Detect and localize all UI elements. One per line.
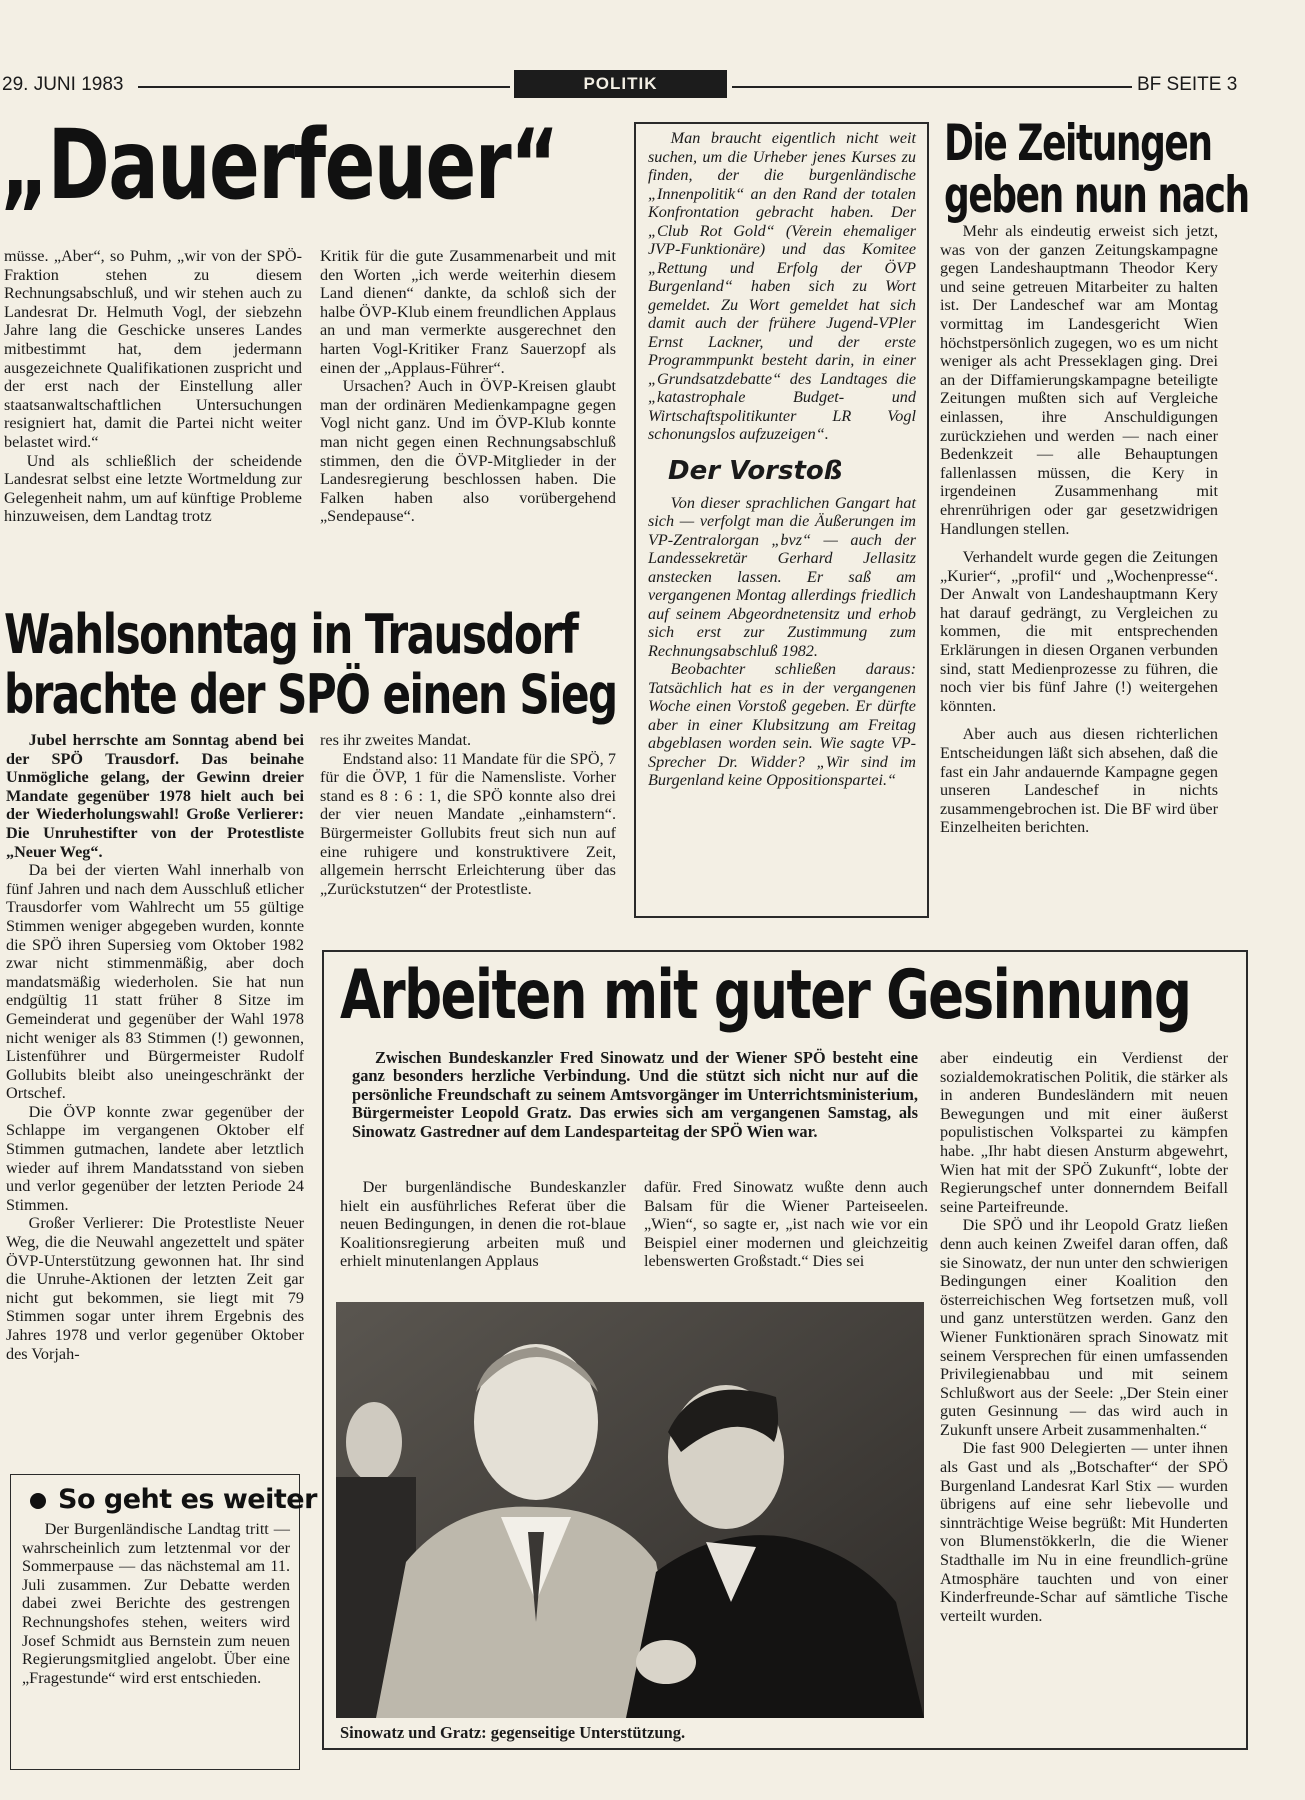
wahlsonntag-lead: Jubel herrschte am Sonntag abend bei der SPÖ Trausdorf. Das beinahe Unmögliche gelang, der Gewinn dreier Mandate gegenüber 1978 hielt auch bei der Wiederholungswahl! Große Verlierer: Die Unruhestifter von der Protestliste „Neuer Weg“. [6,731,304,861]
photo-illustration [336,1302,924,1718]
gesinnung-col3-para2: Die SPÖ und ihr Leopold Gratz ließen denn auch keinen Zweifel daran offen, daß sie Sinowatz, der nun unter den schwierigen Bedingungen einer Koalition den österreichischen Weg fortsetzen muß, voll und ganz unterstützen werden. Ganz den Wiener Funktionären sprach Sinowatz mit seinem Versprechen für einen umfassenden Privilegienabbau und mit seinem Schlußwort aus der Seele: „Der Stein einer guten Gesinnung — das wird auch in Zukunft unsere Arbeit zusammenhalten.“ [940,1216,1228,1439]
gesinnung-lead-para: Zwischen Bundeskanzler Fred Sinowatz und der Wiener SPÖ besteht eine ganz besonders herzliche Verbindung. Und die stützt sich nicht nur auf die persönliche Freundschaft zu seinem Amtsvorgänger im Unterrichtsministerium, Bürgermeister Leopold Gratz. Das erwies sich am vergangenen Samstag, als Sinowatz Gastredner auf dem Landesparteitag der SPÖ Wien war. [352,1048,918,1141]
wahlsonntag-col2-para2: Endstand also: 11 Mandate für die SPÖ, 7 für die ÖVP, 1 für die Namensliste. Vorher stand es 8 : 6 : 1, die SPÖ konnte also drei der vier neuen Mandate „einhamstern“. Bürgermeister Gollubits freut sich nun auf eine ruhigere und konstruktivere Zeit, allgemein herrscht Erleichterung über das „Zurückstutzen“ der Protestliste. [320,749,616,898]
photo-sinowatz-gratz [336,1302,924,1718]
wahlsonntag-col2 [320,731,616,898]
wahlsonntag-col1-para2: Die ÖVP konnte zwar gegenüber der Schlappe im vergangenen Oktober elf Stimmen gutmachen, landete aber letztlich wieder auf ihrem Mandatsstand von sieben und verlor gegenüber der letzten Periode 24 Stimmen. [6,1102,304,1214]
gesinnung-col3-para3: Die fast 900 Delegierten — unter ihnen als Gast und als „Botschafter“ der SPÖ Burgenland Landesrat Karl Stix — wurden übrigens auf eine sehr liebevolle und sinnträchtige Weise begrüßt: Mit Hunderten von Blumenstökkerln, die die Wiener Stadthalle im Nu in eine freundlich-grüne Atmosphäre tauchten und von einer Kinderfreunde-Schar auf sämtliche Tische verteilt wurden. [940,1439,1228,1625]
vorstoss-para2: Beobachter schließen daraus: Tatsächlich hat es in der vergangenen Woche einen Vorstoß gegeben. Er dürfte aber in einer Klubsitzung am Freitag abgeblasen worden sein. Wie sagte VP-Sprecher Dr. Widder? „Wir sind im Burgenland keine Oppositionspartei.“ [648,660,916,789]
innenpolitik-text [648,129,916,790]
dauerfeuer-col1-para1: müsse. „Aber“, so Puhm, „wir von der SPÖ-Fraktion stehen zu diesem Rechnungsabschluß, und wir stehen auch zu Landesrat Dr. Helmuth Vogl, der siebzehn Jahre lang die Geschicke unseres Landes mitbestimmt hat, dem jedermann ausgezeichnete Qualifikationen zuspricht und der erst nach der Einstellung aller staatsanwaltschaftlichen Untersuchungen resigniert hat, damit die Partei nicht weiter belastet wird.“ [4,247,302,451]
gesinnung-lead [352,1049,918,1141]
so-geht-headline: So geht es weiter [58,1484,317,1515]
wahlsonntag-col1 [6,731,304,1363]
wahlsonntag-col1-para3: Großer Verlierer: Die Protestliste Neuer Weg, die die Neuwahl angezettelt und später ÖVP-Unterstützung gewonnen hat. Ihr sind die Unruhe-Aktionen der letzten Zeit gar nicht gut bekommen, sie liegt mit 79 Stimmen sogar unter ihrem Ergebnis des Jahres 1978 und verlor gegenüber Oktober des Vorjah- [6,1214,304,1363]
gesinnung-col2-para: dafür. Fred Sinowatz wußte denn auch Balsam für die Wiener Parteiseelen. „Wien“, so sagte er, „ist nach wie vor ein Beispiel einer modernen und gleichzeitig lebenswerten Großstadt.“ Dies sei [644,1178,928,1271]
gesinnung-col1-para: Der burgenländische Bundeskanzler hielt ein ausführliches Referat über die neuen Bedingungen, in denen die rot-blaue Koalitionsregierung arbeiten muß und erhielt minutenlangen Applaus [340,1178,626,1271]
header-rule-left [138,86,510,88]
dauerfeuer-col1 [4,247,302,526]
gesinnung-col3-para1: aber eindeutig ein Verdienst der sozialdemokratischen Politik, die stärker als in anderen Bundesländern mit neuen Bewegungen und mit einer äußerst populistischen Volkspartei zu kämpfen habe. „Ihr habt diesen Ansturm abgewehrt, Wien hat mit der SPÖ Zukunft“, lobte der Regierungschef unter donnerndem Beifall seine Parteifreunde. [940,1049,1228,1216]
wahlsonntag-headline-line1: Wahlsonntag in Trausdorf [4,603,578,666]
so-geht-text [22,1520,290,1687]
zeitungen-text [940,222,1218,837]
wahlsonntag-headline-line2: brachte der SPÖ einen Sieg [4,663,617,726]
bullet-icon [30,1493,46,1509]
wahlsonntag-col1-para1: Da bei der vierten Wahl innerhalb von fünf Jahren und nach dem Ausschluß etlicher Trausdorfer vom Wahlrecht um 55 gültige Stimmen weniger abgegeben wurden, konnte die SPÖ ihren Supersieg vom Oktober 1982 zwar nicht stimmenmäßig, aber doch mandatsmäßig wiederholen. Sie hat nun endgültig 11 statt früher 8 Sitze im Gemeinderat und gegenüber der Wahl 1978 nicht weniger als 83 Stimmen (!) gewonnen, Listenführer und Bürgermeister Rudolf Gollubits bleibt also uneingeschränkt der Ortschef. [6,861,304,1103]
gesinnung-col1 [340,1178,626,1271]
vorstoss-subhead: Der Vorstoß [668,455,843,486]
dauerfeuer-col1-para2: Und als schließlich der scheidende Landesrat selbst eine letzte Wortmeldung zur Gelegenheit nahm, um auf künftige Probleme hinzuweisen, dem Landtag trotz [4,451,302,526]
vorstoss-para1: Von dieser sprachlichen Gangart hat sich — verfolgt man die Äußerungen im VP-Zentralorgan „bvz“ — auch der Landessekretär Gerhard Jellasitz anstecken lassen. Er saß am vergangenen Montag allerdings friedlich auf seinem Abgeordnetensitz und erhob sich erst zur Zustimmung zum Rechnungsabschluß 1982. [648,493,916,660]
zeitungen-para1: Mehr als eindeutig erweist sich jetzt, was von der ganzen Zeitungskampagne gegen Landeshauptmann Theodor Kery und seine getreuen Mitarbeiter zu halten ist. Der Landeschef war am Montag vormittag im Landesgericht Wien höchstpersönlich zugegen, wo es um nicht weniger als acht Presseklagen ging. Drei an der Diffamierungskampagne beteiligte Zeitungen mußten sich auf Vergleiche einlassen, ihre Anschuldigungen zurückziehen und werden — nach einer Bedenkzeit — alle Behauptungen fallenlassen müssen, die Kery in irgendeinen Zusammenhang mit ehrenrührigen oder gar gesetzwidrigen Handlungen stellen. [940,222,1218,538]
dauerfeuer-col2-para1: Kritik für die gute Zusammenarbeit und mit den Worten „ich werde weiterhin diesem Land dienen“ dankte, da schloß sich der halbe ÖVP-Klub einem freundlichen Applaus an und man vermerkte ausgerechnet den harten Vogl-Kritiker Franz Sauerzopf als einen der „Applaus-Führer“. [320,247,616,377]
section-label: POLITIK [583,74,658,93]
innenpolitik-para1: Man braucht eigentlich nicht weit suchen, um die Urheber jenes Kurses zu finden, der die burgenländische „Innenpolitik“ an den Rand der totalen Konfrontation gebracht haben. Der „Club Rot Gold“ (Verein ehemaliger JVP-Funktionäre) und das Komitee „Rettung und Erfolg der ÖVP Burgenland“ haben sich zu Wort gemeldet. Zu Wort gemeldet hat sich damit auch der frühere Jugend-VPler Ernst Lackner, und der erste Programmpunkt besteht darin, in einer „Grundsatzdebatte“ des Landtages die „katastrophale Budget- und Wirtschaftspolitikunter LR Vogl schonungslos aufzuzeigen“. [648,129,916,443]
header-rule-right [732,86,1132,88]
dauerfeuer-headline: „Dauerfeuer“ [0,109,558,221]
dauerfeuer-col2-para2: Ursachen? Auch in ÖVP-Kreisen glaubt man der ordinären Medienkampagne gegen Vogl nicht ganz. Und im ÖVP-Klub konnte man nicht gegen einen Rechnungsabschluß stimmen, den die ÖVP-Mitglieder in der Landesregierung beschlossen haben. Die Falken haben also vorübergehend „Sendepause“. [320,377,616,526]
zeitungen-para3: Aber auch aus diesen richterlichen Entscheidungen läßt sich absehen, daß die fast ein Jahr andauernde Kampagne gegen unseren Landeschef in nichts zusammengebrochen ist. Die BF wird über Einzelheiten berichten. [940,725,1218,837]
zeitungen-headline-line2: geben nun nach [944,166,1249,224]
issue-date: 29. JUNI 1983 [2,74,124,95]
gesinnung-col3 [940,1049,1228,1625]
page-number: BF SEITE 3 [1137,74,1238,95]
wahlsonntag-col2-para1: res ihr zweites Mandat. [320,731,472,749]
gesinnung-col2 [644,1178,928,1271]
zeitungen-para2: Verhandelt wurde gegen die Zeitungen „Kurier“, „profil“ und „Wochenpresse“. Der Anwalt von Landeshauptmann Kery hat darauf gedrängt, zu Vergleichen zu kommen, die mit entsprechenden Erklärungen in diesen Organen verbunden sind, statt Medienprozesse zu führen, die noch vier bis fünf Jahre (!) weitergehen könnten. [940,548,1218,715]
so-geht-para: Der Burgenländische Landtag tritt — wahrscheinlich zum letztenmal vor der Sommerpause — das nächstemal am 11. Juli zusammen. Zur Debatte werden dabei zwei Berichte des gestrengen Rechnungshofes stehen, weiters wird Josef Schmidt aus Bernstein zum neuen Regierungsmitglied angelobt. Über eine „Fragestunde“ wird erst entschieden. [22,1520,290,1687]
dauerfeuer-col2 [320,247,616,526]
zeitungen-headline-line1: Die Zeitungen [944,114,1212,172]
photo-caption: Sinowatz und Gratz: gegenseitige Unterstützung. [340,1723,686,1742]
section-label-box [514,70,727,98]
gesinnung-headline: Arbeiten mit guter Gesinnung [340,956,1191,1035]
